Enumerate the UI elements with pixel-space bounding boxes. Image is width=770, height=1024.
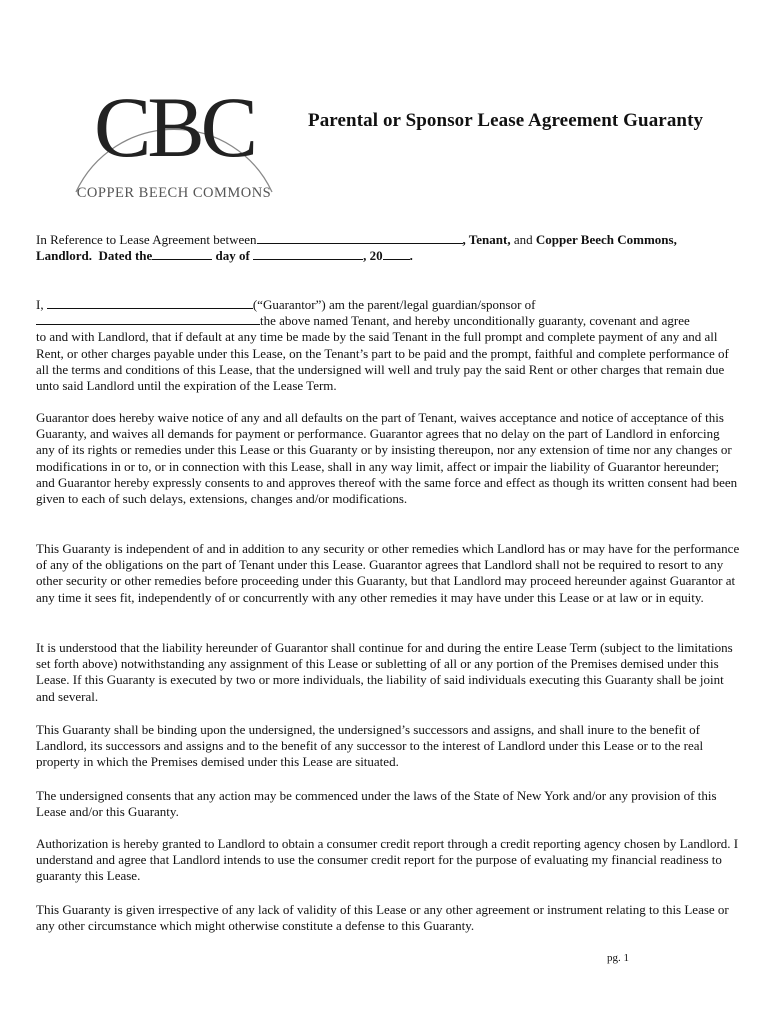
landlord-name: Copper Beech Commons,: [535, 232, 677, 247]
tenant-name-field[interactable]: [257, 232, 463, 244]
independence-paragraph: This Guaranty is independent of and in addition to any security or other remedies which Landlord has or may have for the performance of any of the obligations on the part of Tenant under this Lease. Guarantor agrees that Landlord shall not be required to resort to any other security or other remedies before proceeding under this Guaranty, but that Landlord may proceed hereunder against Guarantor at any time it sees fit, independently of or concurrently with any other remedies it may have under this Lease or at law or in equity.: [36, 541, 740, 605]
guarantor-body: to and with Landlord, that if default at any time be made by the said Tenant in the full prompt and complete payment of any and all Rent, or other charges payable under this Lease, on the Tenant’s part to be paid and the prompt, faithful and complete performance of all the terms and conditions of this Lease, that the undersigned will well and truly pay the said Rent or other charges that remain due unto said Landlord until the expiration of the Lease Term.: [36, 329, 729, 394]
reference-line-2: [36, 248, 740, 264]
logo-graphic: [62, 60, 284, 210]
dated-label: Dated the: [98, 248, 153, 264]
guarantor-line-1: [36, 297, 740, 313]
validity-paragraph: This Guaranty is given irrespective of any lack of validity of this Lease or any other agreement or instrument relating to this Lease or any other circumstance which might otherwise constitute a defense to this Guaranty.: [36, 902, 729, 934]
date-year-field[interactable]: [383, 248, 410, 260]
document-title: Parental or Sponsor Lease Agreement Guaranty: [308, 110, 704, 131]
year-suffix: .: [409, 248, 413, 264]
year-prefix: , 20: [363, 248, 383, 264]
liability-paragraph: It is understood that the liability hereunder of Guarantor shall continue for and during the entire Lease Term (subject to the limitations set forth above) notwithstanding any assignment of this Lease or subletting of all or any portion of the Premises demised under this Lease. If this Guaranty is executed by two or more individuals, the liability of said individuals executing this Guaranty shall be joint and several.: [36, 640, 733, 704]
jurisdiction-paragraph: The undersigned consents that any action may be commenced under the laws of the State of New York and/or any provision of this Lease and/or this Guaranty.: [36, 788, 717, 820]
binding-paragraph: This Guaranty shall be binding upon the undersigned, the undersigned’s successors and assigns, and shall inure to the benefit of Landlord, its successors and assigns and to the benefit of any successor to the interest of Landlord under this Lease or to the real property in which the Premises demised under this Lease are situated.: [36, 722, 704, 770]
reference-line-1: [36, 232, 740, 248]
guarantor-tag: (“Guarantor”) am the parent/legal guardian/sponsor of: [252, 297, 536, 312]
reference-block: [36, 232, 740, 264]
and-text: and: [513, 232, 533, 247]
reference-prefix: In Reference to Lease Agreement between: [36, 232, 257, 247]
date-month-field[interactable]: [253, 248, 363, 260]
credit-authorization-paragraph: Authorization is hereby granted to Landlord to obtain a consumer credit report through a credit reporting agency chosen by Landlord. I understand and agree that Landlord intends to use the consumer credit report for the purpose of evaluating my financial readiness to guaranty this Lease.: [36, 836, 739, 884]
guarantor-line-2: [36, 313, 740, 329]
page-number: pg. 1: [607, 952, 629, 964]
guarantor-paragraph: [36, 297, 740, 394]
guarantor-line-2-text: the above named Tenant, and hereby unconditionally guaranty, covenant and agree: [260, 313, 690, 329]
logo-wordmark: COPPER BEECH COMMONS: [76, 185, 272, 201]
i-label: I,: [36, 297, 44, 312]
guarantor-name-field[interactable]: [47, 297, 253, 309]
landlord-label: Landlord.: [36, 248, 92, 264]
logo-monogram: CBC: [93, 79, 255, 175]
day-of-label: day of: [215, 248, 250, 264]
tenant-name-field-2[interactable]: [36, 313, 260, 325]
waiver-paragraph: Guarantor does hereby waive notice of any and all defaults on the part of Tenant, waives acceptance and notice of acceptance of this Guaranty, and waives all demands for payment or performance. Guarantor agrees that no delay on the part of Landlord in enforcing any of its rights or remedies under this Lease or this Guaranty or by insisting thereupon, nor any extension of time nor any changes or modifications in or to, or in connection with this Lease, shall in any way limit, affect or impair the liability of Guarantor hereunder; and Guarantor hereby expressly consents to and approves thereof with the same force and effect as though its written consent had been given to each of such delays, extensions, changes and/or modifications.: [36, 410, 738, 507]
date-day-field[interactable]: [152, 248, 212, 260]
tenant-label: , Tenant,: [462, 232, 511, 247]
copper-beech-logo: [62, 60, 284, 210]
